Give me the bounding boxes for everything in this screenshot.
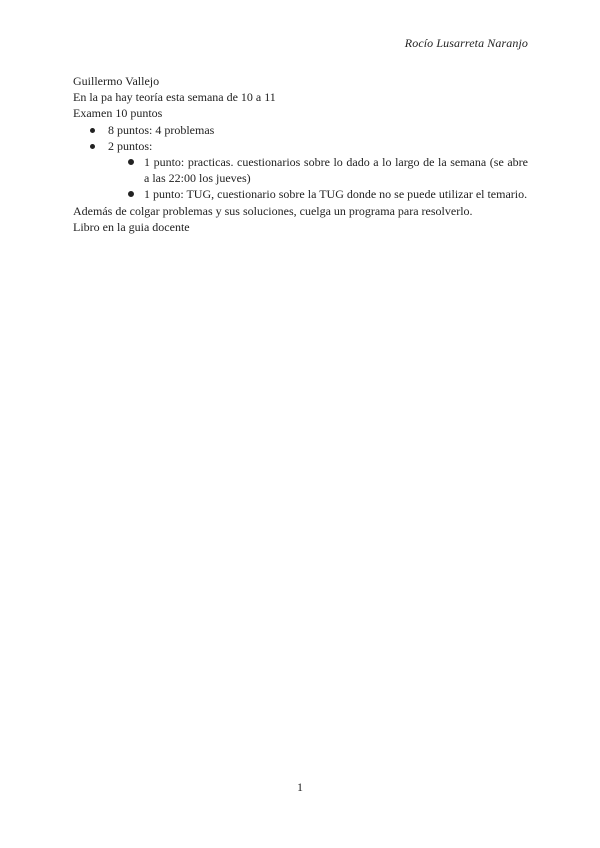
book-note: Libro en la guia docente xyxy=(73,219,190,234)
teacher-name: Guillermo Vallejo xyxy=(73,74,160,88)
list-item xyxy=(73,138,528,203)
document-body xyxy=(73,73,528,235)
problems-note: Además de colgar problemas y sus soluciones, cuelga un programa para resolverlo. xyxy=(73,203,473,218)
sub-list-item xyxy=(108,154,528,186)
sub-list-item xyxy=(108,186,528,202)
sub-list-item-text: 1 punto: TUG, cuestionario sobre la TUG donde no se puede utilizar el temario. xyxy=(144,187,528,202)
page-header-author: Rocío Lusarreta Naranjo xyxy=(404,36,528,50)
hollow-bullet-icon xyxy=(128,191,134,197)
list-item-text: 2 puntos: xyxy=(108,138,153,153)
sub-list-item-text: 1 punto: practicas. cuestionarios sobre lo dado a lo largo de la semana (se abre a las 22:00 los jueves) xyxy=(144,155,528,186)
page-number: 1 xyxy=(297,780,303,794)
schedule-note: En la pa hay teoría esta semana de 10 a 11 xyxy=(73,90,276,105)
list-item xyxy=(73,122,528,138)
bullet-icon xyxy=(90,144,95,149)
exam-points-list xyxy=(73,122,528,203)
bullet-icon xyxy=(90,128,95,133)
sub-points-list xyxy=(108,154,528,203)
list-item-text: 8 puntos: 4 problemas xyxy=(108,122,215,137)
exam-heading: Examen 10 puntos xyxy=(73,106,163,121)
hollow-bullet-icon xyxy=(128,159,134,165)
